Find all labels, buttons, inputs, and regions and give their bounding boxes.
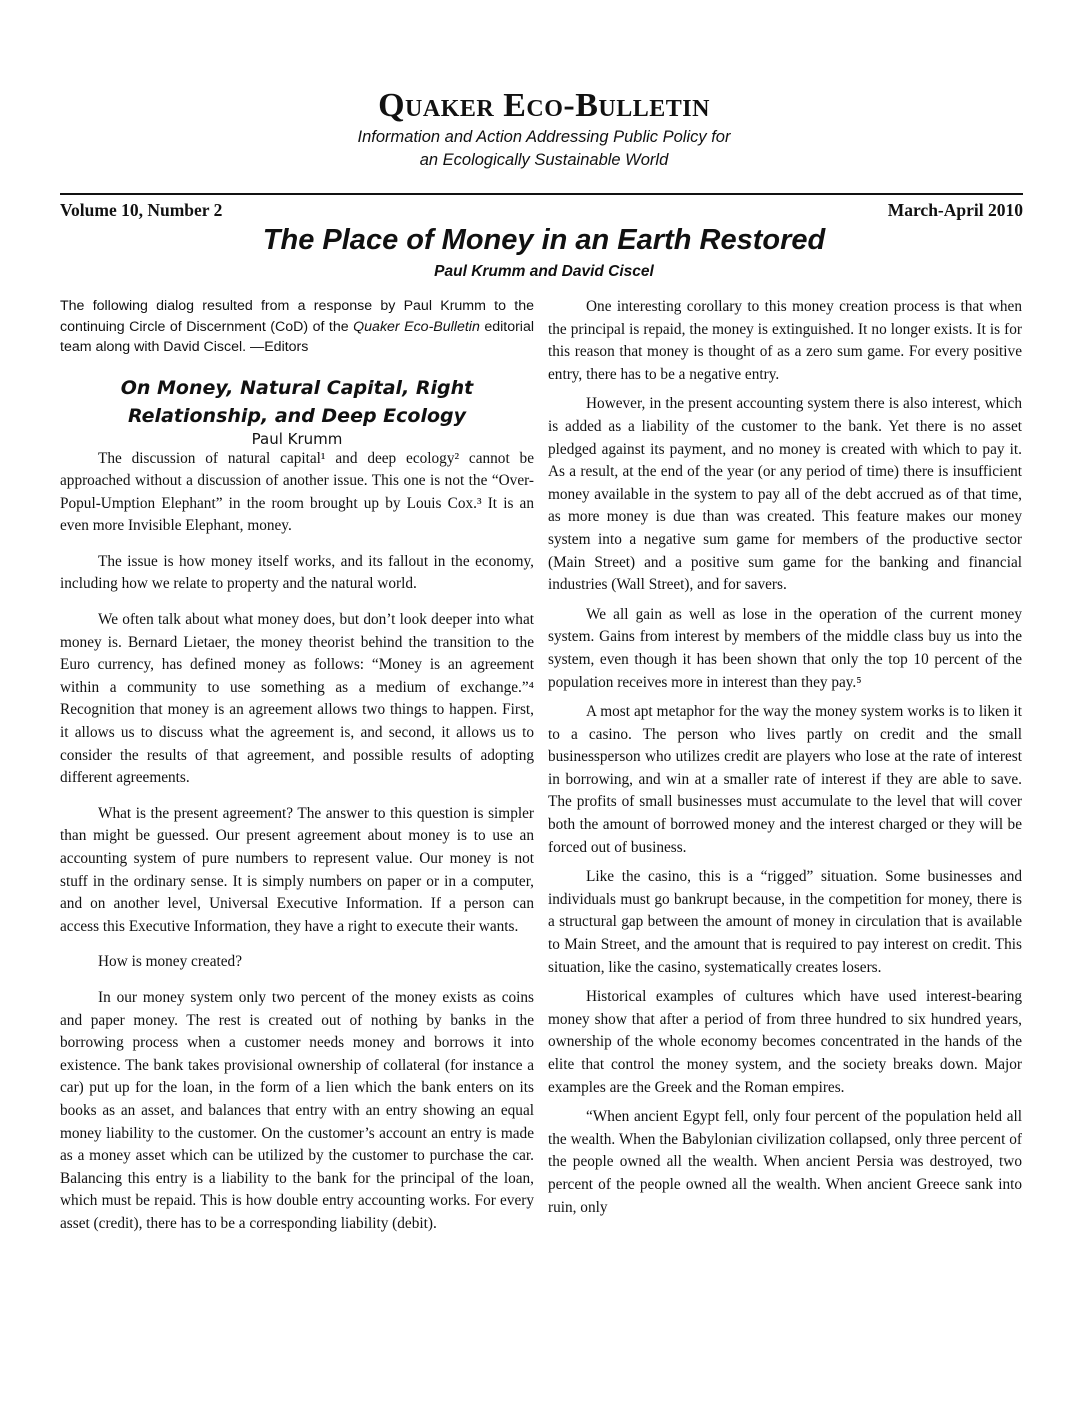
editor-intro: The following dialog resulted from a response by Paul Krumm to the continuing Circle of Discernment (CoD) of the Quaker Eco-Bulletin editorial team along with David Ciscel. —Editors: [60, 298, 535, 355]
issue-date: March-April 2010: [887, 200, 1023, 220]
body-paragraph: In our money system only two percent of the money exists as coins and paper money. The rest is created out of nothing by banks in the borrowing process when a customer needs money and borrows it into existence. The bank takes provisional ownership of collateral (for instance a car) put up for the loan, in the form of a lien which the bank enters on its books as an asset, and balances that entry with an entry showing an equal money liability to the customer. On the customer’s account an entry is made as a money asset which can be utilized by the customer to purchase the car. Balancing this entry is a liability to the bank for the principal of the loan, which must be repaid. This is how double entry accounting works. For every asset (credit), there has to be a corresponding liability (debit).: [60, 988, 534, 1232]
body-paragraph: We often talk about what money does, but don’t look deeper into what money is. Bernard Lietaer, the money theorist behind the transition to the Euro currency, has defined money as follows: “Money is an agreement within a community to use something as a medium of exchange.”⁴ Recognition that money is an agreement allows two things to happen. First, it allows us to discuss what the agreement is, and second, it allows us to consider the results of that agreement, and possible results of adopting different agreements.: [60, 611, 534, 787]
body-paragraph: What is the present agreement? The answer to this question is simpler than might be guessed. Our present agreement about money is to use an accounting system of pure numbers to represent value. Our money is not stuff in the ordinary sense. It is simply numbers on paper or in a computer, and on another level, Universal Executive Information. If a person can access this Executive Information, they have a right to execute their wants.: [60, 804, 534, 935]
masthead: [0, 86, 1088, 172]
masthead-divider: [60, 193, 1023, 195]
section-author: Paul Krumm: [251, 429, 343, 448]
newsletter-tagline-line-2: an Ecologically Sustainable World: [419, 151, 669, 169]
section-heading-line-2: Relationship, and Deep Ecology: [127, 404, 467, 427]
body-paragraph: We all gain as well as lose in the operation of the current money system. Gains from interest by members of the middle class buy us into the system, even though it has been shown that only the top 10 percent of the population receives more in interest than they pay.⁵: [548, 605, 1022, 691]
left-column: [60, 296, 534, 1236]
section-heading: [60, 374, 534, 430]
volume-number: Volume 10, Number 2: [60, 200, 223, 220]
body-paragraph: One interesting corollary to this money creation process is that when the principal is repaid, the money is extinguished. It no longer exists. It is for this reason that money is thought of as a zero sum game. For every positive entry, there has to be a negative entry.: [548, 298, 1022, 383]
body-paragraph: The discussion of natural capital¹ and deep ecology² cannot be approached without a discussion of another issue. This one is not the “Over-Popul-Umption Elephant” in the room brought up by Louis Cox.³ It is an even more Invisible Elephant, money.: [60, 449, 534, 535]
body-paragraph: The issue is how money itself works, and its fallout in the economy, including how we relate to property and the natural world.: [60, 552, 534, 593]
newsletter-title: Quaker Eco-Bulletin: [378, 87, 710, 124]
article-title: The Place of Money in an Earth Restored: [262, 224, 826, 256]
body-paragraph: How is money created?: [98, 953, 242, 971]
right-column: [548, 296, 1022, 1219]
body-paragraph: Historical examples of cultures which have used interest-bearing money show that after a period of from three hundred to six hundred years, ownership of the whole economy becomes concentrated in the hands of the elite that control the money system, and the society breaks down. Major examples are the Greek and the Roman empires.: [548, 988, 1022, 1096]
body-paragraph: A most apt metaphor for the way the money system works is to liken it to a casino. The person who lives partly on credit and the small businessperson who utilizes credit are players who lose at the rate of interest in borrowing, and win at a smaller rate of interest if they are able to save. The profits of small businesses must accumulate to the level that will cover both the amount of borrowed money and the interest charged or they will be forced out of business.: [548, 703, 1022, 856]
section-heading-line-1: On Money, Natural Capital, Right: [120, 376, 474, 399]
body-paragraph: However, in the present accounting system there is also interest, which is added as a liability of the customer to the bank. Yet there is no asset pledged against its payment, and no money is created with which to pay it. As a result, at the end of the year (or any period of time) there is insufficient money available in the system to pay all of the debt accrued as of that time, as more money is due than was created. This feature makes our money system into a negative sum game for members of the productive sector (Main Street) and a positive sum game for the banking and financial industries (Wall Street), and for savers.: [548, 395, 1022, 594]
body-paragraph: “When ancient Egypt fell, only four percent of the population held all the wealth. When the Babylonian civilization collapsed, only three percent of the people owned all the wealth. When ancient Persia was destroyed, two percent of the people owned all the wealth. When ancient Greece sank into ruin, only: [548, 1108, 1022, 1216]
body-paragraph: Like the casino, this is a “rigged” situation. Some businesses and individuals must go bankrupt because, in the competition for money, there is a structural gap between the amount of money in circulation that is available to Main Street, and the amount that is required to pay interest on credit. This situation, like the casino, systematically creates losers.: [548, 868, 1022, 976]
newsletter-tagline-line-1: Information and Action Addressing Public Policy for: [357, 128, 731, 146]
article-byline: Paul Krumm and David Ciscel: [434, 263, 654, 280]
publication-name: Quaker Eco-Bulletin: [353, 318, 480, 335]
